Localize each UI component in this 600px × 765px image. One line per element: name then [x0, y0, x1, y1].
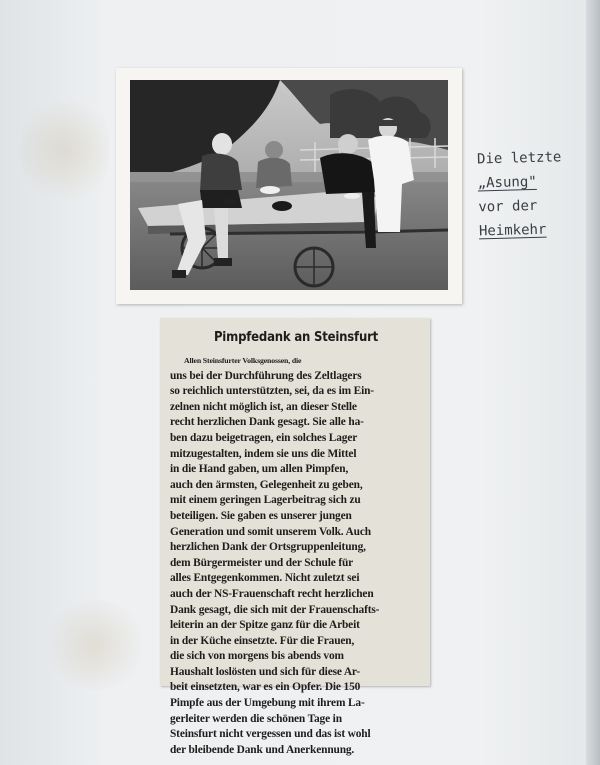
- clipping-line: alles Entgegenkommen. Nicht zuletzt sei: [170, 572, 360, 585]
- album-spine: [586, 0, 600, 765]
- caption-line: Die letzte: [476, 149, 562, 168]
- clipping-line: Allen Steinsfurter Volksgenossen, die: [184, 356, 302, 365]
- clipping-line: auch den ärmsten, Gelegenheit zu geben,: [170, 478, 363, 491]
- clipping-line: dem Bürgermeister und der Schule für: [170, 556, 354, 569]
- handwritten-caption: [477, 145, 589, 244]
- clipping-title: Pimpfedank an Steinsfurt: [213, 330, 379, 345]
- clipping-line: Pimpfe aus der Umgebung mit ihrem La-: [170, 697, 365, 710]
- caption-line: vor der: [478, 197, 538, 216]
- clipping-line: mitzugestalten, indem sie uns die Mittel: [170, 447, 357, 460]
- photo-mount: [116, 68, 462, 304]
- clipping-line: herzlichen Dank der Ortsgruppenleitung,: [170, 541, 366, 554]
- clipping-line: Dank gesagt, die sich mit der Frauenschafts-: [170, 603, 380, 616]
- clipping-line: der bleibende Dank und Anerkennung.: [170, 743, 355, 756]
- clipping-line: ben dazu beigetragen, ein solches Lager: [170, 431, 358, 444]
- clipping-line: auch der NS-Frauenschaft recht herzlichen: [170, 587, 374, 600]
- clipping-line: beit einsetzten, war es ein Opfer. Die 150: [170, 681, 361, 694]
- clipping-line: zelnen nicht möglich ist, an dieser Stelle: [170, 400, 357, 413]
- photo-image: [130, 80, 448, 290]
- clipping-line: so reichlich unterstützten, sei, da es im Ein-: [170, 385, 374, 398]
- clipping-line: in der Küche einsetzte. Für die Frauen,: [170, 634, 355, 647]
- clipping-line: mit einem geringen Lagerbeitrag sich zu: [170, 494, 361, 507]
- caption-line: „Asung": [477, 173, 537, 192]
- clipping-line: in die Hand gaben, um allen Pimpfen,: [170, 463, 349, 476]
- clipping-line: Generation und somit unserem Volk. Auch: [170, 525, 371, 538]
- clipping-line: Haushalt loslösten und sich für diese Ar-: [170, 665, 361, 678]
- clipping-line: beteiligen. Sie gaben es unserer jungen: [170, 509, 352, 522]
- clipping-line: Steinsfurt nicht vergessen und das ist wohl: [170, 728, 371, 741]
- paper-stain: [40, 600, 150, 690]
- caption-line: Heimkehr: [478, 221, 547, 240]
- clipping-line: die sich von morgens bis abends vom: [170, 650, 344, 663]
- clipping-line: leiterin an der Spitze ganz für die Arbeit: [170, 619, 360, 632]
- newspaper-clipping: [160, 318, 430, 756]
- clipping-line: gerleiter werden die schönen Tage in: [170, 712, 342, 725]
- group-of-people-at-cart-photo: [130, 80, 448, 290]
- clipping-line: uns bei der Durchführung des Zeltlagers: [170, 369, 362, 382]
- clipping-line: recht herzlichen Dank gesagt. Sie alle ha-: [170, 416, 364, 429]
- paper-stain: [20, 90, 110, 210]
